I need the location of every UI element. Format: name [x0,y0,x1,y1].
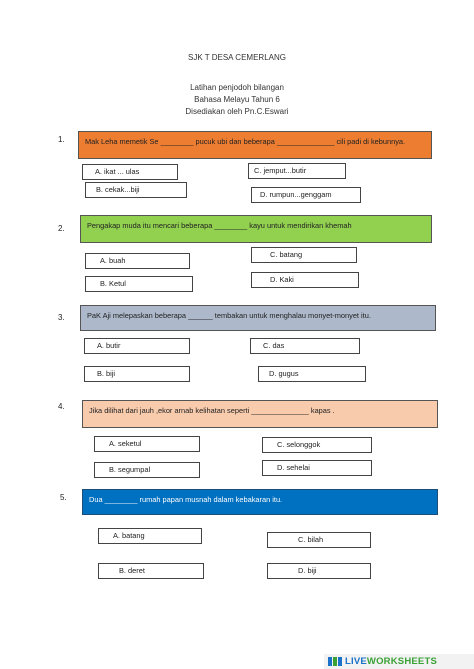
q4-option-b[interactable] [94,462,200,478]
option-label: C. jemput...butir [254,166,307,175]
q4-option-c[interactable] [262,437,372,453]
option-label: C. bilah [298,535,324,544]
worksheet-subject: Bahasa Melayu Tahun 6 [194,95,280,104]
option-label: D. biji [298,566,317,575]
option-label: A. seketul [109,439,142,448]
q5-option-a[interactable] [98,528,202,544]
question-number: 1. [58,135,65,144]
option-label: B. Ketul [100,279,126,288]
worksheet-author: Disediakan oleh Pn.C.Eswari [185,107,289,116]
q5-option-d[interactable] [267,563,371,579]
q2-option-a[interactable] [85,253,190,269]
question-number: 5. [60,493,67,502]
option-label: D. sehelai [277,463,310,472]
question-number: 4. [58,402,65,411]
q3-option-a[interactable] [84,338,190,354]
option-label: C. batang [270,250,303,259]
option-label: D. Kaki [270,275,294,284]
q5-option-b[interactable] [98,563,204,579]
q1-option-d[interactable] [251,187,361,203]
option-label: B. segumpal [109,465,151,474]
option-label: D. rumpun...genggam [260,190,332,199]
option-label: A. ikat ... ulas [95,167,140,176]
q3-option-d[interactable] [258,366,366,382]
q3-option-c[interactable] [250,338,360,354]
q5-option-c[interactable] [267,532,371,548]
q2-option-b[interactable] [85,276,193,292]
option-label: A. batang [113,531,145,540]
question-5-box: Dua ________ rumah papan musnah dalam kebakaran itu. [82,489,438,515]
option-label: C. selonggok [277,440,321,449]
question-2-box: Pengakap muda itu mencari beberapa ________ kayu untuk mendirikan khemah [80,215,432,243]
option-label: C. das [263,341,285,350]
q1-option-b[interactable] [85,182,187,198]
q1-option-c[interactable] [248,163,346,179]
brand-part-live: LIVE [345,656,367,667]
question-number: 3. [58,313,65,322]
q2-option-c[interactable] [251,247,357,263]
option-label: A. butir [97,341,121,350]
question-number: 2. [58,224,65,233]
option-label: B. biji [97,369,116,378]
school-name: SJK T DESA CEMERLANG [188,53,286,62]
q3-option-b[interactable] [84,366,190,382]
q4-option-a[interactable] [94,436,200,452]
q4-option-d[interactable] [262,460,372,476]
option-label: B. deret [119,566,145,575]
option-label: B. cekak...biji [96,185,140,194]
brand-name [345,656,437,667]
question-3-box: PaK Aji melepaskan beberapa ______ tembakan untuk menghalau monyet-monyet itu. [80,305,436,331]
option-label: D. gugus [269,369,299,378]
q1-option-a[interactable] [82,164,178,180]
liveworksheets-logo-icon [328,656,342,667]
worksheet-title: Latihan penjodoh bilangan [190,83,284,92]
q2-option-d[interactable] [251,272,359,288]
option-label: A. buah [100,256,126,265]
brand-part-worksheets: WORKSHEETS [366,656,438,667]
question-4-box: Jika dilihat dari jauh ,ekor arnab kelihatan seperti ______________ kapas . [82,400,438,428]
liveworksheets-footer [324,654,474,669]
question-1-box: Mak Leha memetik Se ________ pucuk ubi dan beberapa ______________ cili padi di kebunnya. [78,131,432,159]
